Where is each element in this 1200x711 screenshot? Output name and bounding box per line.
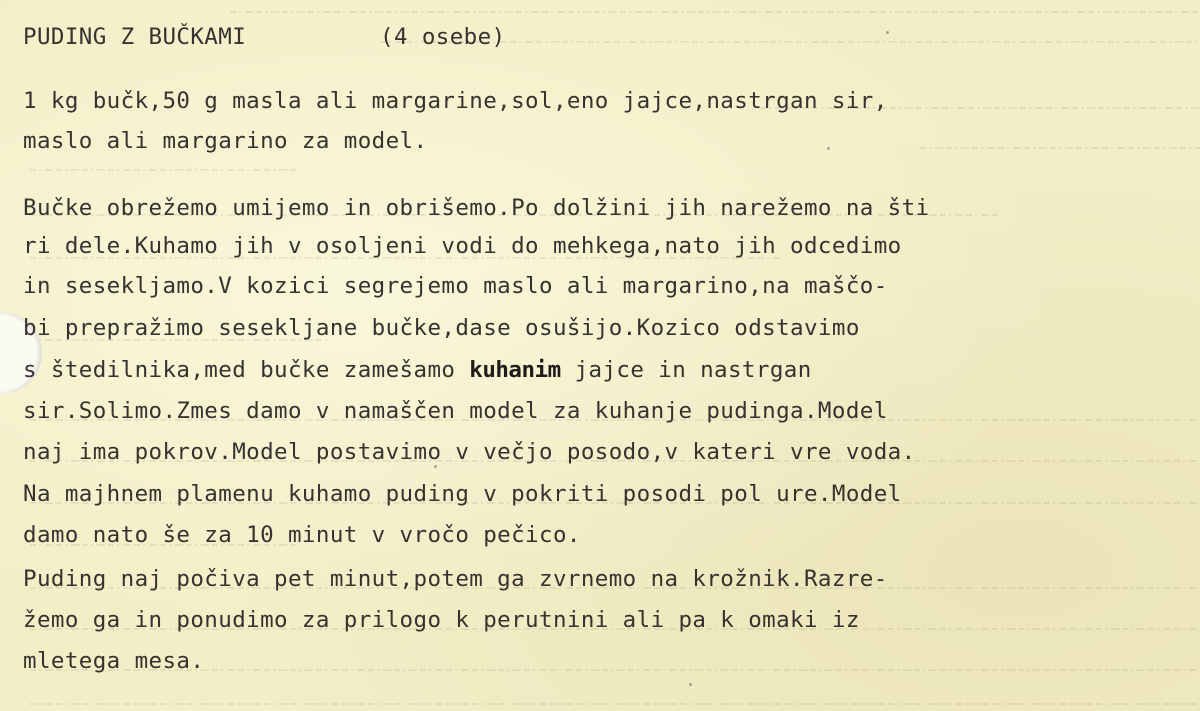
method-line-5-end: jajce in nastrgan bbox=[560, 357, 812, 383]
method-line-12: mletega mesa. bbox=[23, 648, 205, 674]
method-line-9: damo nato še za 10 minut v vročo pečico. bbox=[23, 522, 581, 548]
method-line-10: Puding naj počiva pet minut,potem ga zvrnemo na krožnik.Razre- bbox=[23, 566, 888, 592]
method-line-11: žemo ga in ponudimo za prilogo k perutnini ali pa k omaki iz bbox=[23, 607, 860, 633]
method-line-5-start: s štedilnika,med bučke zamešamo bbox=[23, 357, 456, 383]
method-line-6: sir.Solimo.Zmes damo v namaščen model za kuhanje pudinga.Model bbox=[23, 398, 888, 424]
struck-out-word: kuhanim bbox=[469, 357, 561, 383]
method-line-8: Na majhnem plamenu kuhamo puding v pokriti posodi pol ure.Model bbox=[23, 481, 902, 507]
method-line-1: Bučke obrežemo umijemo in obrišemo.Po dolžini jih narežemo na šti bbox=[23, 195, 930, 221]
ingredients-line-1: 1 kg bučk,50 g masla ali margarine,sol,eno jajce,nastrgan sir, bbox=[23, 88, 888, 114]
ingredients-line-2: maslo ali margarino za model. bbox=[23, 128, 428, 154]
method-line-5 bbox=[23, 359, 812, 382]
method-line-3: in sesekljamo.V kozici segrejemo maslo ali margarino,na maščo- bbox=[23, 273, 888, 299]
method-line-7: naj ima pokrov.Model postavimo v večjo posodo,v kateri vre voda. bbox=[23, 439, 916, 465]
recipe-servings: (4 osebe) bbox=[380, 24, 506, 50]
recipe-title: PUDING Z BUČKAMI bbox=[23, 24, 247, 50]
method-line-4: bi prepražimo sesekljane bučke,dase osušijo.Kozico odstavimo bbox=[23, 315, 860, 341]
method-line-2: ri dele.Kuhamo jih v osoljeni vodi do mehkega,nato jih odcedimo bbox=[23, 233, 902, 259]
